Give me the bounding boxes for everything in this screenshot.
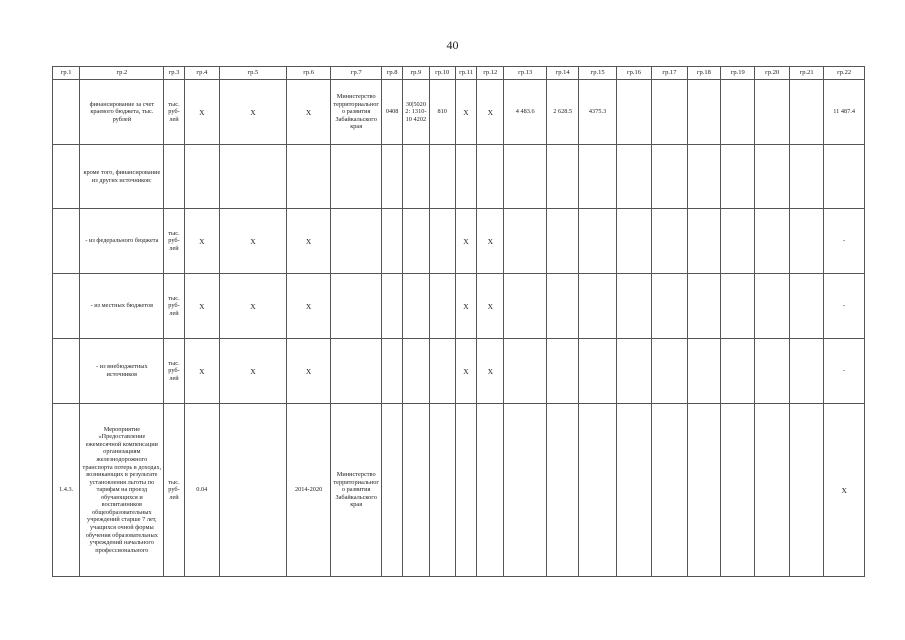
table-cell: - bbox=[824, 339, 865, 404]
table-cell bbox=[53, 339, 80, 404]
column-header: гр.2 bbox=[80, 67, 164, 80]
table-cell: 4375.3 bbox=[579, 80, 616, 145]
page-number: 40 bbox=[446, 38, 459, 52]
table-cell bbox=[53, 80, 80, 145]
table-cell bbox=[429, 339, 455, 404]
table-cell bbox=[616, 145, 651, 209]
table-cell: - из местных бюджетов bbox=[80, 274, 164, 339]
column-header: гр.10 bbox=[429, 67, 455, 80]
table-cell bbox=[721, 145, 755, 209]
table-cell: - из внебюджетных источников bbox=[80, 339, 164, 404]
table-cell: 2 628.5 bbox=[546, 80, 578, 145]
table-cell: тыс. руб-лей bbox=[164, 404, 184, 577]
column-header: гр.16 bbox=[616, 67, 651, 80]
table-cell bbox=[53, 209, 80, 274]
column-header: гр.4 bbox=[184, 67, 219, 80]
table-cell: Х bbox=[184, 339, 219, 404]
column-header: гр.8 bbox=[381, 67, 402, 80]
table-cell bbox=[184, 145, 219, 209]
table-cell bbox=[546, 339, 578, 404]
table-cell bbox=[546, 274, 578, 339]
table-cell bbox=[789, 404, 823, 577]
table-cell: Х bbox=[455, 80, 476, 145]
table-cell: кроме того, финансирование из других источников: bbox=[80, 145, 164, 209]
table-cell: Х bbox=[184, 274, 219, 339]
table-cell bbox=[755, 145, 789, 209]
column-header: гр.1 bbox=[53, 67, 80, 80]
table-cell bbox=[755, 209, 789, 274]
table-cell: Х bbox=[477, 339, 504, 404]
table-cell bbox=[789, 339, 823, 404]
table-cell bbox=[429, 274, 455, 339]
table-cell: Министерство территориального развития Забайкальского края bbox=[331, 404, 382, 577]
table-cell bbox=[652, 404, 687, 577]
column-header: гр.21 bbox=[789, 67, 823, 80]
table-cell bbox=[687, 339, 720, 404]
table-cell: Х bbox=[184, 80, 219, 145]
table-cell bbox=[579, 274, 616, 339]
table-row bbox=[53, 145, 865, 209]
table-cell: Х bbox=[286, 209, 331, 274]
table-cell bbox=[579, 404, 616, 577]
column-header: гр.12 bbox=[477, 67, 504, 80]
table-cell: 30|5020 2: 1310-10 4202 bbox=[403, 80, 429, 145]
table-cell bbox=[824, 145, 865, 209]
table-cell bbox=[721, 209, 755, 274]
table-cell bbox=[652, 80, 687, 145]
header-row bbox=[53, 67, 865, 80]
table-cell bbox=[687, 145, 720, 209]
table-cell bbox=[477, 404, 504, 577]
column-header: гр.18 bbox=[687, 67, 720, 80]
column-header: гр.6 bbox=[286, 67, 331, 80]
table-cell: тыс. руб-лей bbox=[164, 274, 184, 339]
table-cell bbox=[579, 339, 616, 404]
table-cell bbox=[687, 209, 720, 274]
table-cell bbox=[429, 145, 455, 209]
table-cell: Х bbox=[220, 80, 287, 145]
column-header: гр.9 bbox=[403, 67, 429, 80]
table-cell bbox=[381, 404, 402, 577]
table-row bbox=[53, 209, 865, 274]
table-cell bbox=[616, 339, 651, 404]
table-cell bbox=[652, 145, 687, 209]
table-cell bbox=[331, 339, 382, 404]
table-cell bbox=[579, 209, 616, 274]
table-cell bbox=[220, 404, 287, 577]
table-cell bbox=[721, 274, 755, 339]
table-cell: Х bbox=[220, 209, 287, 274]
table-cell bbox=[755, 274, 789, 339]
table-cell bbox=[687, 404, 720, 577]
table-cell bbox=[504, 145, 547, 209]
table-cell bbox=[429, 209, 455, 274]
table-row bbox=[53, 339, 865, 404]
table-cell: - bbox=[824, 274, 865, 339]
table-cell bbox=[789, 145, 823, 209]
table-cell bbox=[403, 209, 429, 274]
table-cell: Х bbox=[455, 274, 476, 339]
table-cell: Х bbox=[824, 404, 865, 577]
table-row bbox=[53, 404, 865, 577]
table-cell: - из федерального бюджета bbox=[80, 209, 164, 274]
table-cell: Х bbox=[220, 274, 287, 339]
table-cell bbox=[616, 80, 651, 145]
table-cell: Министерство территориального развития Забайкальского края bbox=[331, 80, 382, 145]
table-cell: Х bbox=[455, 209, 476, 274]
table-cell: Х bbox=[286, 80, 331, 145]
table-cell: тыс. руб-лей bbox=[164, 209, 184, 274]
table-cell: Х bbox=[286, 274, 331, 339]
table-cell bbox=[220, 145, 287, 209]
table-cell bbox=[721, 339, 755, 404]
table-cell: 1.4.3. bbox=[53, 404, 80, 577]
table-cell bbox=[403, 274, 429, 339]
table-cell: Х bbox=[220, 339, 287, 404]
table-cell bbox=[616, 274, 651, 339]
table-cell bbox=[652, 274, 687, 339]
table-cell bbox=[579, 145, 616, 209]
table-cell bbox=[331, 145, 382, 209]
table-cell bbox=[455, 404, 476, 577]
table-cell: Х bbox=[477, 209, 504, 274]
table-cell bbox=[455, 145, 476, 209]
table-cell: Х bbox=[184, 209, 219, 274]
table-cell: 810 bbox=[429, 80, 455, 145]
table-cell bbox=[721, 404, 755, 577]
table-cell bbox=[53, 274, 80, 339]
table-cell bbox=[504, 209, 547, 274]
table-cell bbox=[504, 404, 547, 577]
table-cell bbox=[381, 274, 402, 339]
table-cell bbox=[755, 404, 789, 577]
column-header: гр.22 bbox=[824, 67, 865, 80]
table-cell bbox=[546, 145, 578, 209]
column-header: гр.20 bbox=[755, 67, 789, 80]
table-cell bbox=[286, 145, 331, 209]
table-cell bbox=[331, 209, 382, 274]
column-header: гр.7 bbox=[331, 67, 382, 80]
budget-table bbox=[52, 66, 865, 577]
table-cell bbox=[546, 209, 578, 274]
table-cell bbox=[403, 145, 429, 209]
table-cell bbox=[164, 145, 184, 209]
table-cell: Х bbox=[477, 274, 504, 339]
table-cell: финансирование за счет краевого бюджета, тыс. рублей bbox=[80, 80, 164, 145]
table-cell: 4 483.6 bbox=[504, 80, 547, 145]
column-header: гр.17 bbox=[652, 67, 687, 80]
table-cell bbox=[504, 274, 547, 339]
table-cell: 2014-2020 bbox=[286, 404, 331, 577]
column-header: гр.19 bbox=[721, 67, 755, 80]
column-header: гр.3 bbox=[164, 67, 184, 80]
table-cell bbox=[477, 145, 504, 209]
table-cell: тыс. руб-лей bbox=[164, 80, 184, 145]
table-cell bbox=[789, 80, 823, 145]
table-cell: Х bbox=[477, 80, 504, 145]
table-cell bbox=[546, 404, 578, 577]
table-cell bbox=[789, 274, 823, 339]
column-header: гр.5 bbox=[220, 67, 287, 80]
table-cell bbox=[687, 274, 720, 339]
table-cell bbox=[755, 80, 789, 145]
table-cell bbox=[504, 339, 547, 404]
table-row bbox=[53, 80, 865, 145]
table-cell bbox=[652, 209, 687, 274]
table-row bbox=[53, 274, 865, 339]
column-header: гр.15 bbox=[579, 67, 616, 80]
column-header: гр.14 bbox=[546, 67, 578, 80]
table-cell bbox=[403, 339, 429, 404]
column-header: гр.13 bbox=[504, 67, 547, 80]
table-cell: 11 487.4 bbox=[824, 80, 865, 145]
table-cell bbox=[331, 274, 382, 339]
table-cell: 0.04 bbox=[184, 404, 219, 577]
table-cell bbox=[403, 404, 429, 577]
table-cell bbox=[381, 145, 402, 209]
table-cell bbox=[616, 404, 651, 577]
table-cell: Х bbox=[455, 339, 476, 404]
table-cell: Мероприятие «Предоставление ежемесячной компенсации организациям железнодорожного транспорта потерь в доходах, возникающих в результате установления льготы по тарифам на проезд обучающихся и воспитанников общеобразовательных учреждений старше 7 лет, учащихся очной формы обучения образовательных учреждений начального профессионального bbox=[80, 404, 164, 577]
column-header: гр.11 bbox=[455, 67, 476, 80]
table-cell bbox=[789, 209, 823, 274]
table-cell bbox=[616, 209, 651, 274]
table-cell bbox=[53, 145, 80, 209]
table-cell bbox=[381, 209, 402, 274]
table-cell: Х bbox=[286, 339, 331, 404]
table-cell bbox=[429, 404, 455, 577]
table-cell bbox=[652, 339, 687, 404]
table-cell bbox=[687, 80, 720, 145]
table-cell bbox=[381, 339, 402, 404]
table-cell: 0408 bbox=[381, 80, 402, 145]
table-cell: тыс. руб-лей bbox=[164, 339, 184, 404]
table-cell bbox=[755, 339, 789, 404]
table-cell bbox=[721, 80, 755, 145]
table-cell: - bbox=[824, 209, 865, 274]
